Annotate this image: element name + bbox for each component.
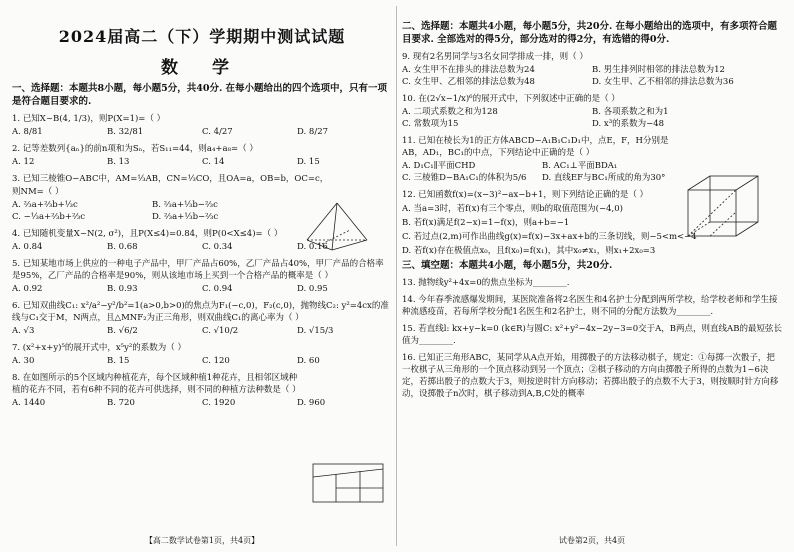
section3-heading: 三、填空题：本题共4小题，每小题5分，共20分.: [402, 260, 613, 271]
option: A. 1440: [12, 398, 46, 408]
option: D. ⅔a+⅓b−⅔c: [152, 212, 219, 222]
question-15: 15. 若直线l: kx+y−k=0 (k∈R)与圆C: x²+y²−4x−2y−3=0交于A，B两点，则直线AB的最短弦长值为________.: [402, 324, 782, 346]
section2-heading: 二、选择题：本题共4小题，每小题5分，共20分. 在每小题给出的选项中，有多项符合题目要求. 全部选对的得5分，部分选对的得2分，有选错的得0分.: [402, 21, 778, 45]
question-6-options: [12, 325, 392, 337]
option: D. 8/27: [297, 127, 329, 137]
question-7: 7. (x²+x+y)⁵的展开式中，x⁵y²的系数为（ ）: [12, 343, 187, 353]
question-9: 9. 现有2名男同学与3名女同学排成一排，则（ ）: [402, 52, 588, 62]
option: C. √10/2: [202, 326, 239, 336]
question-10-options: [402, 106, 782, 130]
question-14: 14. 今年春季流感爆发期间，某医院准备将2名医生和4名护士分配到两所学校，给学校老师和学生接种流感疫苗，若每所学校分配1名医生和2名护士，则不同的分配方法数为________.: [402, 295, 778, 317]
option: B. 各项系数之和为1: [592, 107, 669, 117]
question-4: 4. 已知随机变量X~N(2, σ²)，且P(X≤4)=0.84，则P(0<X≤4)=（ ）: [12, 229, 283, 239]
option: D. x³的系数为−48: [592, 119, 665, 129]
question-3-continued: 则NM=（ ）: [12, 187, 64, 197]
option: D. 0.16: [297, 242, 328, 252]
option: A. 0.84: [12, 242, 43, 252]
option: C. 0.94: [202, 284, 233, 294]
question-11: 11. 已知在棱长为1的正方体ABCD−A₁B₁C₁D₁中，点E，F，H分别是AB，AD₁，BC₁的中点，下列结论中正确的是（ ）: [402, 136, 669, 158]
exam-title: 2024届高二（下）学期期中测试试题: [58, 27, 346, 46]
left-column: [12, 0, 392, 552]
option: B. √6/2: [107, 326, 138, 336]
page-footer-right: 试卷第2页，共4页: [558, 536, 626, 545]
option: A. 12: [12, 157, 35, 167]
option: A. 8/81: [12, 127, 43, 137]
question-6: 6. 已知双曲线C₁: x²/a²−y²/b²=1(a>0,b>0)的焦点为F₁(−c,0)，F₂(c,0)，抛物线C₂: y²=4cx的准线与C₁交于M，N两点，且△MNF₂为正三角形，则双曲线C₁的离心率为（ ）: [12, 301, 389, 323]
option: A. ⅔a+⅔b+⅓c: [12, 200, 78, 210]
page-footer-left: 【高二数学试卷第1页，共4页】: [144, 536, 260, 545]
question-5: 5. 已知某地市场上供应的一种电子产品中，甲厂产品占60%，乙厂产品占40%，甲厂产品的合格率是95%，乙厂产品的合格率是90%，则从该地市场上买到一个合格产品的概率是（ ）: [12, 259, 384, 281]
option: D. √15/3: [297, 326, 334, 336]
question-8: 8. 在如图所示的5个区域内种植花卉，每个区域种植1种花卉，且相邻区域种植的花卉不同，若有6种不同的花卉可供选择，则不同的种植方法种数是（ ）: [12, 373, 301, 395]
option: D. 15: [297, 157, 320, 167]
option: C. 4/27: [202, 127, 233, 137]
option: B. 男生排列时相邻的排法总数为12: [592, 65, 725, 75]
question-3-options: [12, 199, 292, 223]
question-1-options: [12, 126, 392, 138]
option: A. 0.92: [12, 284, 43, 294]
option: C. 14: [202, 157, 225, 167]
question-12-option-c: C. 若过点(2,m)可作出曲线g(x)=f(x)−3x+ax+b的三条切线，则−5<m<−4: [402, 232, 697, 242]
exam-subject: 数 学: [161, 58, 243, 78]
option: C. 三棱锥D−BA₁C₁的体积为5/6: [402, 173, 527, 183]
column-divider: [396, 6, 397, 546]
question-12-option-d: D. 若f(x)存在极值点x₀，且f(x₀)=f(x₁)，其中x₀≠x₁，则x₁+2x₀=3: [402, 246, 656, 256]
regions-figure: [312, 463, 384, 503]
option: C. 0.34: [202, 242, 233, 252]
question-16: 16. 已知正三角形ABC，某同学从A点开始，用掷骰子的方法移动棋子，规定：①每掷一次骰子，把一枚棋子从三角形的一个顶点移动到另一个顶点；②棋子移动的方向由掷骰子所得的点数为1~6决定，若掷出骰子的点数大于3，则按逆时针方向移动；若掷出骰子的点数不大于3，则按顺时针方向移动，设掷骰子n次时，棋子移动到A,B,C处的概率: [402, 353, 779, 399]
section1-heading: 一、选择题：本题共8小题，每小题5分，共40分. 在每小题给出的四个选项中，只有一项是符合题目要求的.: [12, 83, 388, 107]
question-10: 10. 在(2√x−1/x)⁶的展开式中，下列叙述中正确的是（ ）: [402, 94, 620, 104]
option: B. 15: [107, 356, 130, 366]
question-8-options: [12, 397, 392, 409]
question-5-options: [12, 283, 392, 295]
question-11-options: [402, 160, 682, 184]
option: A. √3: [12, 326, 35, 336]
option: B. 0.68: [107, 242, 138, 252]
option: C. 120: [202, 356, 230, 366]
option: C. −⅓a+⅔b+⅔c: [12, 212, 85, 222]
option: C. 1920: [202, 398, 236, 408]
question-3: 3. 已知三棱锥O−ABC中，AM=⅓AB，CN=⅓CO，且OA=a，OB=b，OC=c，: [12, 174, 329, 184]
option: D. 0.95: [297, 284, 328, 294]
question-2: 2. 记等差数列{aₙ}的前n项和为Sₙ，若S₁₁=44，则a₄+a₈=（ ）: [12, 144, 258, 154]
option: A. 二项式系数之和为128: [402, 107, 498, 117]
question-13: 13. 抛物线y²+4x=0的焦点坐标为________.: [402, 278, 570, 288]
cube-figure: [684, 172, 764, 240]
option: D. 直线EF与BC₁所成的角为30°: [542, 173, 666, 183]
option: B. 13: [107, 157, 130, 167]
pyramid-figure: [302, 200, 372, 255]
right-column: [402, 0, 782, 552]
question-12: 12. 已知函数f(x)=(x−3)²−ax−b+1，则下列结论正确的是（ ）: [402, 190, 649, 200]
option: D. 960: [297, 398, 326, 408]
question-12-option-b: B. 若f(x)满足f(2−x)=1−f(x)，则a+b=−1: [402, 218, 570, 228]
option: B. 32/81: [107, 127, 144, 137]
option: A. D₁C₁∥平面CHD: [402, 161, 476, 171]
question-9-options: [402, 64, 782, 88]
option: C. 女生甲、乙相邻的排法总数为48: [402, 77, 535, 87]
option: D. 60: [297, 356, 320, 366]
option: B. AC₁⊥平面BDA₁: [542, 161, 618, 171]
option: A. 女生甲不在排头的排法总数为24: [402, 65, 535, 75]
option: C. 常数项为15: [402, 119, 459, 129]
option: D. 女生甲、乙不相邻的排法总数为36: [592, 77, 734, 87]
option: B. ⅔a+⅓b−⅔c: [152, 200, 218, 210]
option: B. 720: [107, 398, 135, 408]
option: A. 30: [12, 356, 35, 366]
question-1: 1. 已知X~B(4, 1/3)，则P(X=1)=（ ）: [12, 114, 166, 124]
option: B. 0.93: [107, 284, 138, 294]
question-12-option-a: A. 当a=3时，若f(x)有三个零点，则b的取值范围为(−4,0): [402, 204, 623, 214]
question-7-options: [12, 355, 392, 367]
question-2-options: [12, 156, 392, 168]
